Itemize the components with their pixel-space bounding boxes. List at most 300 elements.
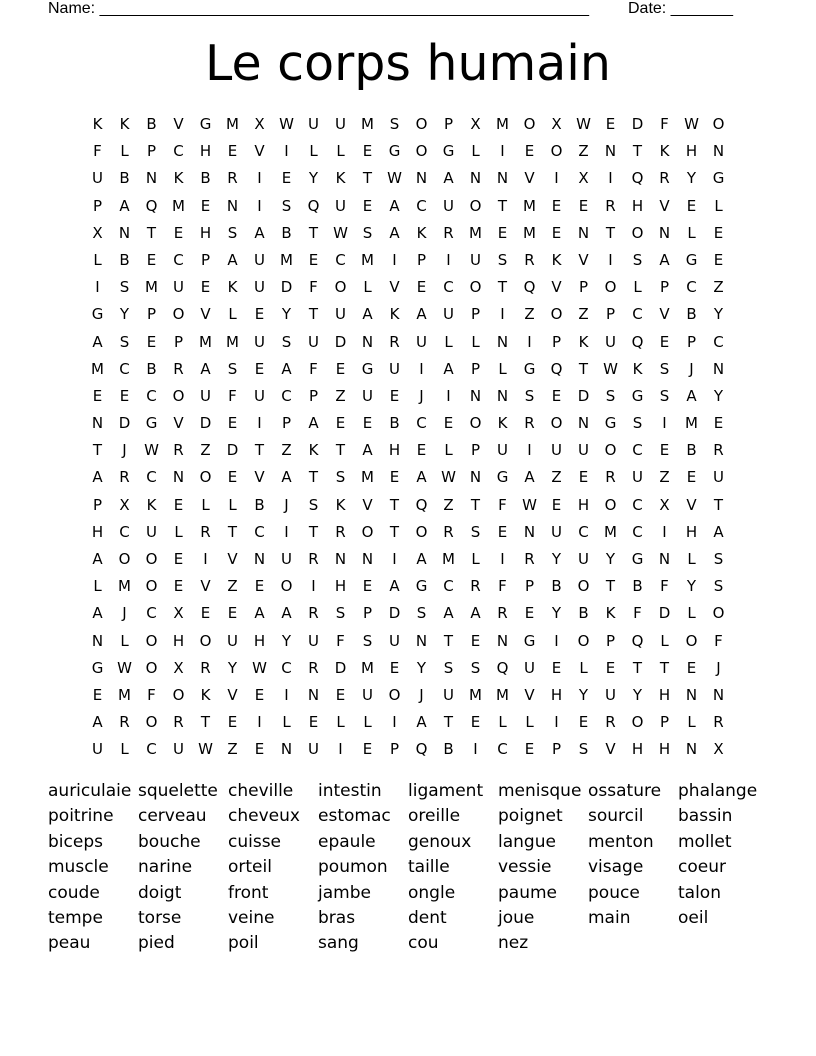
grid-letter[interactable]: N	[685, 685, 698, 704]
grid-letter[interactable]: C	[443, 278, 454, 297]
grid-letter[interactable]: X	[578, 169, 589, 188]
grid-letter[interactable]: W	[441, 468, 456, 487]
grid-letter[interactable]: R	[173, 359, 184, 378]
grid-letter[interactable]: R	[524, 550, 535, 568]
grid-letter[interactable]: N	[469, 468, 482, 487]
grid-letter[interactable]: T	[362, 169, 373, 188]
grid-letter[interactable]: H	[91, 522, 104, 541]
grid-letter[interactable]: R	[389, 332, 400, 351]
grid-letter[interactable]: E	[416, 278, 427, 297]
grid-letter[interactable]: Y	[281, 305, 292, 324]
grid-letter[interactable]: T	[308, 305, 319, 324]
grid-letter[interactable]: U	[281, 550, 292, 568]
grid-letter[interactable]: S	[335, 468, 346, 487]
grid-letter[interactable]: E	[605, 115, 616, 133]
grid-letter[interactable]: E	[713, 250, 724, 269]
grid-letter[interactable]: N	[91, 631, 104, 650]
grid-letter[interactable]: R	[227, 169, 238, 188]
grid-letter[interactable]: I	[500, 305, 505, 324]
grid-letter[interactable]: L	[309, 142, 318, 161]
grid-letter[interactable]: C	[497, 740, 508, 759]
grid-letter[interactable]: N	[577, 223, 590, 242]
grid-letter[interactable]: A	[416, 550, 427, 568]
grid-letter[interactable]: Q	[631, 332, 644, 351]
grid-letter[interactable]: M	[91, 359, 104, 378]
grid-letter[interactable]: H	[388, 441, 401, 460]
grid-letter[interactable]: N	[658, 550, 671, 568]
grid-letter[interactable]: S	[659, 386, 670, 405]
grid-letter[interactable]: E	[524, 604, 535, 623]
grid-letter[interactable]: H	[199, 223, 212, 242]
grid-letter[interactable]: E	[335, 414, 346, 433]
grid-letter[interactable]: L	[687, 713, 696, 732]
grid-letter[interactable]: M	[523, 196, 536, 215]
grid-letter[interactable]: H	[631, 196, 644, 215]
grid-letter[interactable]: F	[498, 577, 507, 596]
grid-letter[interactable]: S	[389, 115, 400, 133]
grid-letter[interactable]: G	[496, 468, 509, 487]
grid-letter[interactable]: N	[496, 169, 509, 188]
grid-letter[interactable]: R	[173, 713, 184, 732]
date-field[interactable]: Date: _______	[628, 0, 733, 17]
grid-letter[interactable]: H	[685, 522, 698, 541]
grid-letter[interactable]: N	[415, 169, 428, 188]
grid-letter[interactable]: E	[416, 441, 427, 460]
grid-letter[interactable]: O	[550, 305, 563, 324]
grid-letter[interactable]: C	[416, 196, 427, 215]
grid-letter[interactable]: A	[713, 522, 724, 541]
grid-letter[interactable]: U	[308, 740, 319, 759]
grid-letter[interactable]: U	[578, 550, 589, 568]
grid-letter[interactable]: P	[389, 740, 400, 759]
grid-letter[interactable]: Q	[145, 196, 158, 215]
grid-letter[interactable]: A	[659, 250, 670, 269]
grid-letter[interactable]: V	[200, 305, 211, 324]
grid-letter[interactable]: O	[199, 631, 212, 650]
grid-letter[interactable]: E	[551, 658, 562, 677]
grid-letter[interactable]: V	[362, 495, 373, 514]
grid-letter[interactable]: E	[524, 142, 535, 161]
grid-letter[interactable]: I	[446, 386, 451, 405]
grid-letter[interactable]: G	[523, 359, 536, 378]
grid-letter[interactable]: Z	[335, 386, 346, 405]
grid-letter[interactable]: T	[254, 441, 265, 460]
grid-letter[interactable]: Z	[551, 468, 562, 487]
grid-letter[interactable]: O	[604, 441, 617, 460]
grid-letter[interactable]: N	[253, 550, 266, 568]
grid-letter[interactable]: I	[554, 713, 559, 732]
grid-letter[interactable]: I	[257, 713, 262, 732]
grid-letter[interactable]: B	[200, 169, 211, 188]
grid-letter[interactable]: E	[497, 223, 508, 242]
grid-letter[interactable]: G	[523, 631, 536, 650]
grid-letter[interactable]: T	[92, 441, 103, 460]
grid-letter[interactable]: E	[254, 740, 265, 759]
grid-letter[interactable]: U	[335, 115, 346, 133]
grid-letter[interactable]: E	[443, 414, 454, 433]
grid-letter[interactable]: R	[443, 522, 454, 541]
grid-letter[interactable]: E	[227, 142, 238, 161]
grid-letter[interactable]: R	[713, 713, 724, 732]
grid-letter[interactable]: Y	[551, 604, 562, 623]
grid-letter[interactable]: A	[281, 468, 292, 487]
grid-letter[interactable]: G	[361, 359, 374, 378]
grid-letter[interactable]: K	[146, 495, 157, 514]
grid-letter[interactable]: V	[173, 414, 184, 433]
grid-letter[interactable]: N	[469, 169, 482, 188]
grid-letter[interactable]: D	[658, 604, 671, 623]
grid-letter[interactable]: T	[497, 278, 508, 297]
grid-letter[interactable]: U	[308, 332, 319, 351]
grid-letter[interactable]: V	[227, 685, 238, 704]
grid-letter[interactable]: A	[524, 468, 535, 487]
grid-letter[interactable]: I	[257, 169, 262, 188]
grid-letter[interactable]: X	[551, 115, 562, 133]
grid-letter[interactable]: E	[389, 468, 400, 487]
grid-letter[interactable]: U	[173, 278, 184, 297]
grid-letter[interactable]: P	[200, 250, 211, 269]
grid-letter[interactable]: U	[470, 250, 481, 269]
grid-letter[interactable]: I	[95, 278, 100, 297]
grid-letter[interactable]: I	[527, 332, 532, 351]
grid-letter[interactable]: I	[500, 550, 505, 568]
grid-letter[interactable]: R	[200, 522, 211, 541]
grid-letter[interactable]: K	[578, 332, 589, 351]
grid-letter[interactable]: U	[254, 250, 265, 269]
grid-letter[interactable]: A	[92, 332, 103, 351]
grid-letter[interactable]: S	[119, 332, 130, 351]
grid-letter[interactable]: D	[631, 115, 644, 133]
grid-letter[interactable]: B	[146, 115, 157, 133]
grid-letter[interactable]: I	[500, 142, 505, 161]
grid-letter[interactable]: S	[227, 359, 238, 378]
grid-letter[interactable]: I	[473, 740, 478, 759]
grid-letter[interactable]: F	[498, 495, 507, 514]
grid-letter[interactable]: O	[199, 468, 212, 487]
grid-letter[interactable]: M	[604, 522, 617, 541]
grid-letter[interactable]: M	[118, 685, 131, 704]
grid-letter[interactable]: D	[334, 658, 347, 677]
grid-letter[interactable]: E	[362, 142, 373, 161]
grid-letter[interactable]: W	[603, 359, 618, 378]
grid-letter[interactable]: B	[119, 250, 130, 269]
grid-letter[interactable]: K	[497, 414, 508, 433]
grid-letter[interactable]: S	[605, 386, 616, 405]
grid-letter[interactable]: T	[335, 441, 346, 460]
grid-letter[interactable]: E	[686, 658, 697, 677]
grid-letter[interactable]: S	[443, 658, 454, 677]
grid-letter[interactable]: O	[523, 115, 536, 133]
grid-letter[interactable]: P	[470, 305, 481, 324]
grid-letter[interactable]: E	[524, 740, 535, 759]
grid-letter[interactable]: Q	[496, 658, 509, 677]
grid-letter[interactable]: R	[173, 441, 184, 460]
grid-letter[interactable]: E	[227, 468, 238, 487]
grid-letter[interactable]: R	[200, 658, 211, 677]
grid-letter[interactable]: V	[389, 278, 400, 297]
grid-letter[interactable]: O	[361, 522, 374, 541]
grid-letter[interactable]: Y	[632, 685, 643, 704]
grid-letter[interactable]: O	[280, 577, 293, 596]
grid-letter[interactable]: E	[119, 386, 130, 405]
grid-letter[interactable]: D	[280, 278, 293, 297]
grid-letter[interactable]: A	[362, 441, 373, 460]
grid-letter[interactable]: U	[443, 196, 454, 215]
grid-letter[interactable]: P	[443, 115, 454, 133]
grid-letter[interactable]: L	[687, 223, 696, 242]
grid-letter[interactable]: L	[660, 631, 669, 650]
grid-letter[interactable]: E	[551, 223, 562, 242]
grid-letter[interactable]: C	[254, 522, 265, 541]
grid-letter[interactable]: H	[550, 685, 563, 704]
grid-letter[interactable]: V	[173, 115, 184, 133]
grid-letter[interactable]: C	[146, 740, 157, 759]
grid-letter[interactable]: E	[605, 658, 616, 677]
grid-letter[interactable]: K	[416, 223, 427, 242]
grid-letter[interactable]: E	[173, 223, 184, 242]
grid-letter[interactable]: A	[281, 359, 292, 378]
grid-letter[interactable]: S	[416, 604, 427, 623]
grid-letter[interactable]: Y	[227, 658, 238, 677]
grid-letter[interactable]: P	[524, 577, 535, 596]
grid-letter[interactable]: T	[308, 468, 319, 487]
grid-letter[interactable]: K	[335, 169, 346, 188]
grid-letter[interactable]: J	[122, 441, 127, 460]
grid-letter[interactable]: L	[120, 631, 129, 650]
grid-letter[interactable]: O	[577, 577, 590, 596]
grid-letter[interactable]: U	[362, 685, 373, 704]
grid-letter[interactable]: K	[551, 250, 562, 269]
grid-letter[interactable]: U	[605, 685, 616, 704]
grid-letter[interactable]: T	[578, 359, 589, 378]
grid-letter[interactable]: M	[145, 278, 158, 297]
grid-letter[interactable]: N	[496, 631, 509, 650]
grid-letter[interactable]: P	[146, 305, 157, 324]
grid-letter[interactable]: R	[119, 713, 130, 732]
grid-letter[interactable]: U	[416, 332, 427, 351]
grid-letter[interactable]: U	[308, 115, 319, 133]
grid-letter[interactable]: S	[335, 604, 346, 623]
grid-letter[interactable]: Y	[416, 658, 427, 677]
grid-letter[interactable]: A	[254, 604, 265, 623]
grid-letter[interactable]: W	[144, 441, 159, 460]
grid-letter[interactable]: S	[470, 658, 481, 677]
grid-letter[interactable]: I	[392, 550, 397, 568]
grid-letter[interactable]: X	[470, 115, 481, 133]
grid-letter[interactable]: L	[120, 740, 129, 759]
grid-letter[interactable]: Z	[443, 495, 454, 514]
grid-letter[interactable]: N	[361, 550, 374, 568]
grid-letter[interactable]: S	[119, 278, 130, 297]
grid-letter[interactable]: N	[712, 685, 725, 704]
grid-letter[interactable]: M	[199, 332, 212, 351]
grid-letter[interactable]: U	[254, 278, 265, 297]
grid-letter[interactable]: I	[527, 441, 532, 460]
grid-letter[interactable]: I	[608, 250, 613, 269]
grid-letter[interactable]: H	[658, 685, 671, 704]
grid-letter[interactable]: C	[173, 250, 184, 269]
grid-letter[interactable]: R	[497, 604, 508, 623]
grid-letter[interactable]: C	[335, 250, 346, 269]
grid-letter[interactable]: S	[281, 332, 292, 351]
grid-letter[interactable]: U	[227, 631, 238, 650]
grid-letter[interactable]: W	[198, 740, 213, 759]
grid-letter[interactable]: E	[227, 713, 238, 732]
grid-letter[interactable]: O	[712, 115, 725, 133]
grid-letter[interactable]: P	[92, 495, 103, 514]
grid-letter[interactable]: T	[389, 522, 400, 541]
grid-letter[interactable]: G	[388, 142, 401, 161]
grid-letter[interactable]: D	[577, 386, 590, 405]
grid-letter[interactable]: O	[334, 278, 347, 297]
grid-letter[interactable]: O	[415, 115, 428, 133]
grid-letter[interactable]: R	[335, 522, 346, 541]
grid-letter[interactable]: R	[308, 550, 319, 568]
grid-letter[interactable]: T	[659, 658, 670, 677]
grid-letter[interactable]: B	[119, 169, 130, 188]
grid-letter[interactable]: N	[226, 196, 239, 215]
grid-letter[interactable]: P	[470, 441, 481, 460]
grid-letter[interactable]: S	[578, 740, 589, 759]
grid-letter[interactable]: N	[712, 359, 725, 378]
grid-letter[interactable]: K	[389, 305, 400, 324]
grid-letter[interactable]: C	[443, 577, 454, 596]
grid-letter[interactable]: E	[686, 468, 697, 487]
grid-letter[interactable]: C	[281, 386, 292, 405]
grid-letter[interactable]: P	[173, 332, 184, 351]
grid-letter[interactable]: N	[496, 386, 509, 405]
grid-letter[interactable]: S	[308, 495, 319, 514]
grid-letter[interactable]: I	[338, 740, 343, 759]
grid-letter[interactable]: W	[576, 115, 591, 133]
grid-letter[interactable]: P	[578, 278, 589, 297]
grid-letter[interactable]: N	[145, 169, 158, 188]
grid-letter[interactable]: U	[578, 441, 589, 460]
grid-letter[interactable]: D	[388, 604, 401, 623]
grid-letter[interactable]: R	[470, 577, 481, 596]
grid-letter[interactable]: A	[686, 386, 697, 405]
grid-letter[interactable]: L	[687, 604, 696, 623]
grid-letter[interactable]: T	[227, 522, 238, 541]
grid-letter[interactable]: A	[416, 305, 427, 324]
grid-letter[interactable]: T	[200, 713, 211, 732]
grid-letter[interactable]: B	[632, 577, 643, 596]
grid-letter[interactable]: E	[335, 359, 346, 378]
grid-letter[interactable]: H	[199, 142, 212, 161]
grid-letter[interactable]: U	[335, 305, 346, 324]
grid-letter[interactable]: L	[444, 441, 453, 460]
grid-letter[interactable]: L	[471, 332, 480, 351]
grid-letter[interactable]: A	[362, 305, 373, 324]
grid-letter[interactable]: J	[716, 658, 721, 677]
grid-letter[interactable]: I	[419, 359, 424, 378]
grid-letter[interactable]: Z	[227, 740, 238, 759]
grid-letter[interactable]: Q	[631, 631, 644, 650]
grid-letter[interactable]: Q	[415, 740, 428, 759]
grid-letter[interactable]: K	[119, 115, 130, 133]
grid-letter[interactable]: S	[632, 414, 643, 433]
grid-letter[interactable]: A	[281, 604, 292, 623]
grid-letter[interactable]: Z	[578, 142, 589, 161]
grid-letter[interactable]: M	[496, 115, 509, 133]
grid-letter[interactable]: M	[226, 332, 239, 351]
grid-letter[interactable]: U	[92, 740, 103, 759]
grid-letter[interactable]: L	[120, 142, 129, 161]
grid-letter[interactable]: S	[362, 631, 373, 650]
grid-letter[interactable]: O	[172, 685, 185, 704]
grid-letter[interactable]: N	[496, 332, 509, 351]
grid-letter[interactable]: A	[308, 414, 319, 433]
grid-letter[interactable]: X	[713, 740, 724, 759]
grid-letter[interactable]: U	[200, 386, 211, 405]
grid-letter[interactable]: L	[228, 495, 237, 514]
grid-letter[interactable]: V	[254, 468, 265, 487]
grid-letter[interactable]: Y	[578, 685, 589, 704]
grid-letter[interactable]: E	[200, 278, 211, 297]
grid-letter[interactable]: O	[631, 713, 644, 732]
grid-letter[interactable]: E	[254, 359, 265, 378]
grid-letter[interactable]: O	[145, 550, 158, 568]
grid-letter[interactable]: M	[685, 414, 698, 433]
grid-letter[interactable]: V	[686, 495, 697, 514]
grid-letter[interactable]: G	[91, 658, 104, 677]
grid-letter[interactable]: Z	[713, 278, 724, 297]
grid-letter[interactable]: L	[525, 713, 534, 732]
grid-letter[interactable]: O	[685, 631, 698, 650]
grid-letter[interactable]: P	[470, 359, 481, 378]
grid-letter[interactable]: N	[685, 740, 698, 759]
grid-letter[interactable]: G	[415, 577, 428, 596]
grid-letter[interactable]: C	[119, 359, 130, 378]
grid-letter[interactable]: Z	[227, 577, 238, 596]
grid-letter[interactable]: L	[498, 713, 507, 732]
grid-letter[interactable]: O	[469, 278, 482, 297]
grid-letter[interactable]: S	[362, 223, 373, 242]
grid-letter[interactable]: E	[713, 223, 724, 242]
name-field[interactable]: Name: _______________________________________________________	[48, 0, 589, 17]
grid-letter[interactable]: M	[172, 196, 185, 215]
grid-letter[interactable]: C	[146, 604, 157, 623]
grid-letter[interactable]: G	[91, 305, 104, 324]
grid-letter[interactable]: R	[605, 196, 616, 215]
grid-letter[interactable]: O	[550, 414, 563, 433]
grid-letter[interactable]: E	[470, 631, 481, 650]
grid-letter[interactable]: E	[173, 577, 184, 596]
grid-letter[interactable]: L	[444, 332, 453, 351]
grid-letter[interactable]: S	[632, 250, 643, 269]
grid-letter[interactable]: R	[605, 713, 616, 732]
grid-letter[interactable]: K	[632, 359, 643, 378]
grid-letter[interactable]: I	[554, 169, 559, 188]
grid-letter[interactable]: M	[361, 468, 374, 487]
grid-letter[interactable]: H	[172, 631, 185, 650]
grid-letter[interactable]: D	[199, 414, 212, 433]
grid-letter[interactable]: X	[92, 223, 103, 242]
grid-letter[interactable]: A	[254, 223, 265, 242]
grid-letter[interactable]: U	[362, 386, 373, 405]
grid-letter[interactable]: J	[284, 495, 289, 514]
grid-letter[interactable]: O	[631, 223, 644, 242]
grid-letter[interactable]: O	[604, 278, 617, 297]
grid-letter[interactable]: B	[686, 441, 697, 460]
grid-letter[interactable]: F	[228, 386, 237, 405]
grid-letter[interactable]: A	[443, 604, 454, 623]
grid-letter[interactable]: E	[92, 386, 103, 405]
grid-letter[interactable]: B	[146, 359, 157, 378]
grid-letter[interactable]: T	[632, 142, 643, 161]
grid-letter[interactable]: I	[392, 250, 397, 269]
grid-letter[interactable]: C	[632, 522, 643, 541]
